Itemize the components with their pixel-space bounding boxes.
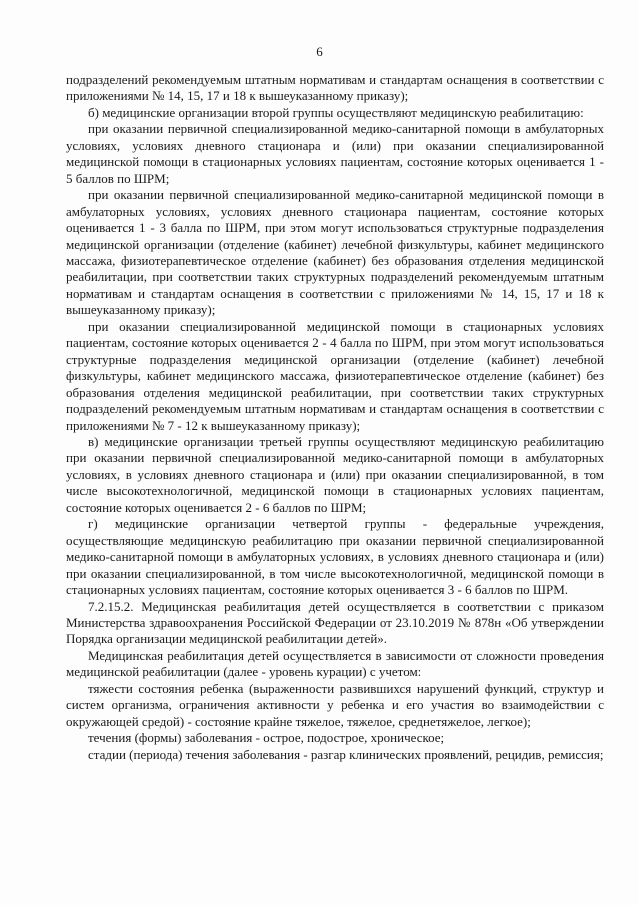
paragraph: Медицинская реабилитация детей осуществляется в зависимости от сложности проведения медицинской реабилитации (далее - уровень курации) с учетом: (66, 647, 604, 680)
paragraph: подразделений рекомендуемым штатным нормативам и стандартам оснащения в соответствии с приложениями № 14, 15, 17 и 18 к вышеуказанному приказу); (66, 72, 604, 104)
paragraph: стадии (периода) течения заболевания - разгар клинических проявлений, рецидив, ремиссия; (88, 746, 604, 762)
page-number: 6 (316, 44, 323, 59)
paragraph: течения (формы) заболевания - острое, подострое, хроническое; (88, 730, 445, 746)
document-body (66, 72, 604, 763)
paragraph: г) медицинские организации четвертой группы - федеральные учреждения, осуществляющие медицинскую реабилитацию при оказании первичной специализированной медико-санитарной помощи в амбулаторных условиях, в условиях дневного стационара и (или) при оказании специализированной, в том числе высокотехнологичной, медицинской помощи в стационарных условиях пациентам, состояние которых оценивается 3 - 6 баллов по ШРМ. (66, 516, 604, 598)
paragraph: при оказании первичной специализированной медико-санитарной медицинской помощи в амбулаторных условиях, условиях дневного стационара пациентам, состояние которых оценивается 1 - 3 балла по ШРМ, при этом могут использоваться структурные подразделения медицинской организации (отделение (кабинет) лечебной физкультуры, кабинет медицинского массажа, физиотерапевтическое отделение (кабинет) без образования отделения медицинской реабилитации, при соответствии таких структурных подразделений рекомендуемым штатным нормативам и стандартам оснащения в соответствии с приложениями № 14, 15, 17 и 18 к вышеуказанному приказу); (66, 187, 604, 318)
paragraph: тяжести состояния ребенка (выраженности развившихся нарушений функций, структур и систем организма, ограничения активности у ребенка и его участия во взаимодействии с окружающей средой) - состояние крайне тяжелое, тяжелое, среднетяжелое, легкое); (66, 680, 604, 729)
paragraph: в) медицинские организации третьей группы осуществляют медицинскую реабилитацию при оказании первичной специализированной медико-санитарной помощи в амбулаторных условиях, в условиях дневного стационара и (или) при оказании специализированной, в том числе высокотехнологичной, медицинской помощи в стационарных условиях пациентам, состояние которых оценивается 2 - 6 баллов по ШРМ; (66, 433, 604, 515)
paragraph: 7.2.15.2. Медицинская реабилитация детей осуществляется в соответствии с приказом Министерства здравоохранения Российской Федерации от 23.10.2019 № 878н «Об утверждении Порядка организации медицинской реабилитации детей». (66, 598, 604, 647)
paragraph: б) медицинские организации второй группы осуществляют медицинскую реабилитацию: (88, 104, 584, 120)
paragraph: при оказании первичной специализированной медико-санитарной помощи в амбулаторных условиях, условиях дневного стационара и (или) при оказании специализированной медицинской помощи в стационарных условиях пациентам, состояние которых оценивается 1 - 5 баллов по ШРМ; (66, 121, 604, 186)
paragraph: при оказании специализированной медицинской помощи в стационарных условиях пациентам, состояние которых оценивается 2 - 4 балла по ШРМ, при этом могут использоваться структурные подразделения медицинской организации (отделение (кабинет) лечебной физкультуры, кабинет медицинского массажа, физиотерапевтическое отделение (кабинет) без образования отделения медицинской реабилитации, при соответствии таких структурных подразделений рекомендуемым штатным нормативам и стандартам оснащения в соответствии с приложениями № 7 - 12 к вышеуказанному приказу); (66, 318, 604, 433)
